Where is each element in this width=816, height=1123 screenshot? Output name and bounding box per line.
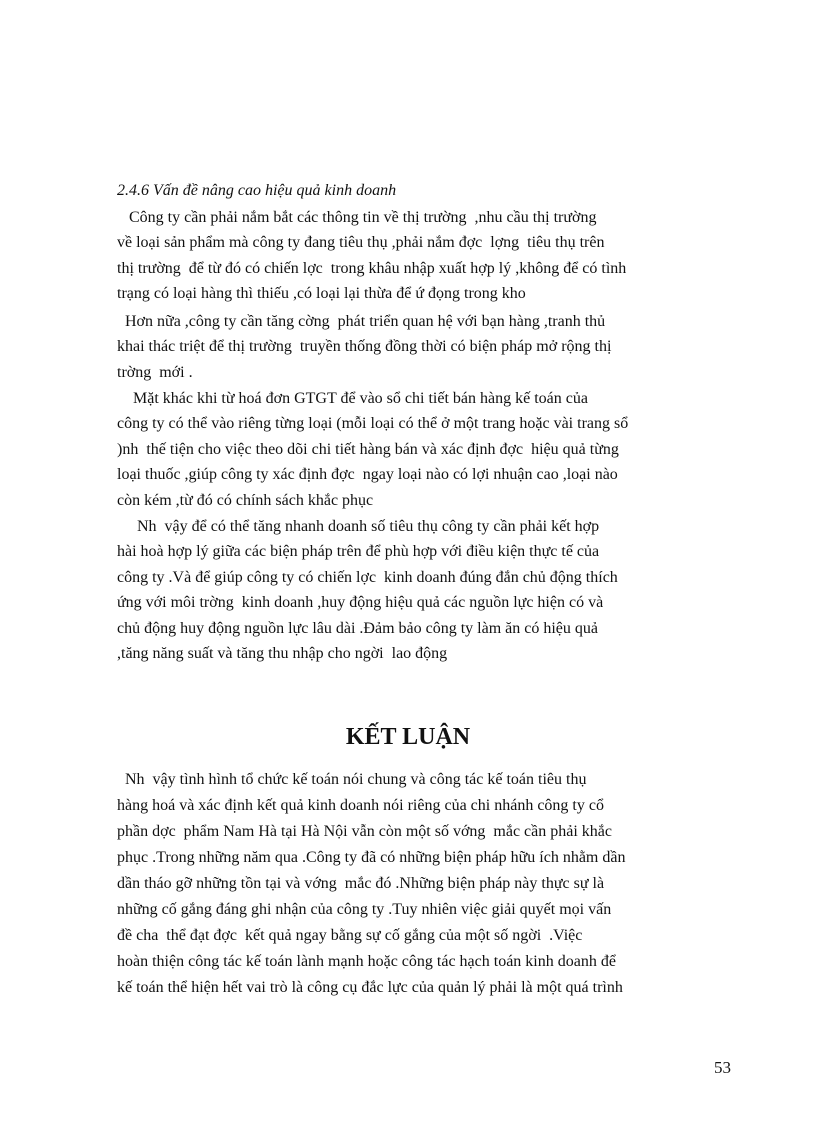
text-line: khai thác triệt để thị trường truyền thống đồng thời có biện pháp mở rộng thị	[117, 338, 612, 356]
page-number: 53	[714, 1058, 731, 1077]
text-line: Hơn nữa ,công ty cần tăng cờng phát triển quan hệ với bạn hàng ,tranh thủ	[117, 313, 606, 330]
text-line: những cố gắng đáng ghi nhận của công ty .Tuy nhiên việc giải quyết mọi vấn	[117, 901, 612, 918]
text-line: ,tăng năng suất và tăng thu nhập cho ngời lao động	[117, 644, 448, 662]
text-line: loại thuốc ,giúp công ty xác định đợc ngay loại nào có lợi nhuận cao ,loại nào	[117, 466, 618, 484]
paragraph-sales-growth	[117, 514, 757, 666]
text-line: hài hoà hợp lý giữa các biện pháp trên để phù hợp với điều kiện thực tế của	[117, 543, 600, 561]
conclusion-title: KẾT LUẬN	[345, 724, 471, 750]
text-line: trạng có loại hàng thì thiếu ,có loại lại thừa để ứ đọng trong kho	[117, 285, 526, 303]
text-line: chủ động huy động nguồn lực lâu dài .Đảm bảo công ty làm ăn có hiệu quả	[117, 619, 599, 637]
text-line: đề cha thể đạt đợc kết quả ngay bằng sự cố gắng của một số ngời .Việc	[117, 927, 583, 944]
text-line: thị trường để từ đó có chiến lợc trong khâu nhập xuất hợp lý ,không để có tình	[117, 259, 627, 277]
text-line: phần dợc phẩm Nam Hà tại Hà Nội vẫn còn một số vớng mắc cần phải khắc	[117, 823, 612, 840]
paragraph-market-info	[117, 205, 757, 307]
text-line: về loại sản phẩm mà công ty đang tiêu thụ ,phải nắm đợc lợng tiêu thụ trên	[117, 234, 605, 252]
text-line: Nh vậy tình hình tổ chức kế toán nói chung và công tác kế toán tiêu thụ	[117, 771, 587, 788]
paragraph-invoice-tracking	[117, 386, 757, 513]
text-line: ứng với môi trờng kinh doanh ,huy động hiệu quả các nguồn lực hiện có và	[117, 594, 604, 612]
text-line: hàng hoá và xác định kết quả kinh doanh nói riêng của chi nhánh công ty cổ	[117, 797, 604, 814]
text-line: hoàn thiện công tác kế toán lành mạnh hoặc công tác hạch toán kinh doanh để	[117, 953, 616, 970]
text-line: còn kém ,từ đó có chính sách khắc phục	[117, 491, 374, 509]
conclusion-paragraph	[117, 767, 757, 1001]
paragraph-customer-relations	[117, 309, 757, 385]
text-line: Nh vậy để có thể tăng nhanh doanh số tiêu thụ công ty cần phải kết hợp	[117, 518, 600, 535]
text-line: công ty có thể vào riêng từng loại (mỗi loại có thể ở một trang hoặc vài trang sổ	[117, 415, 629, 433]
text-line: trờng mới .	[117, 363, 193, 381]
text-line: dần tháo gỡ những tồn tại và vớng mắc đó .Những biện pháp này thực sự là	[117, 875, 605, 892]
section-heading: 2.4.6 Vấn đề nâng cao hiệu quả kinh doanh	[117, 182, 397, 199]
text-line: Công ty cần phải nắm bắt các thông tin về thị trường ,nhu cầu thị trường	[117, 209, 597, 226]
text-line: Mặt khác khi từ hoá đơn GTGT để vào sổ chi tiết bán hàng kế toán của	[117, 390, 588, 407]
text-line: )nh thế tiện cho việc theo dõi chi tiết hàng bán và xác định đợc hiệu quả từng	[117, 440, 619, 458]
text-line: phục .Trong những năm qua .Công ty đã có những biện pháp hữu ích nhằm dần	[117, 849, 626, 866]
text-line: công ty .Và để giúp công ty có chiến lợc kinh doanh đúng đắn chủ động thích	[117, 568, 618, 586]
text-line: kế toán thể hiện hết vai trò là công cụ đắc lực của quản lý phải là một quá trình	[117, 979, 623, 996]
